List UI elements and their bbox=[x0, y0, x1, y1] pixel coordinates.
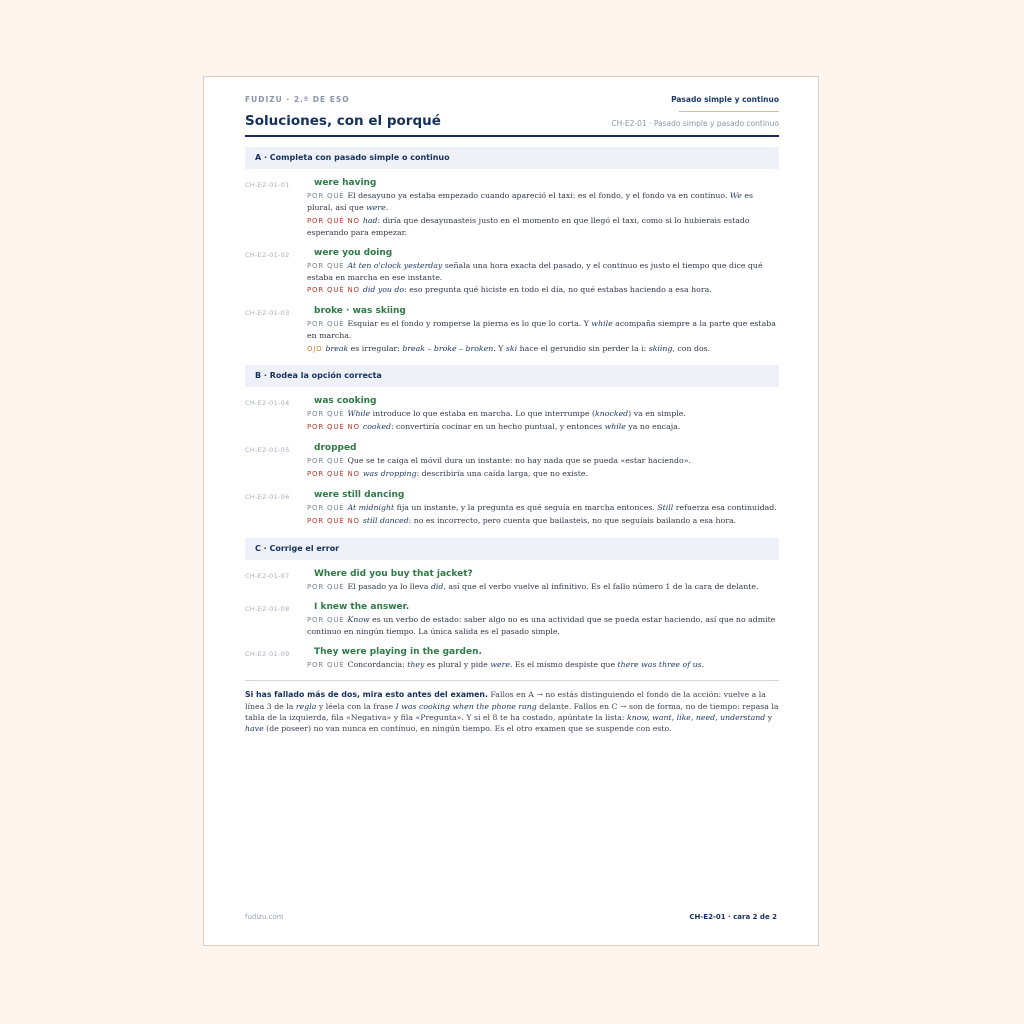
item-code: CH-E2-01-09 bbox=[245, 649, 290, 658]
body-text: es plural y pide bbox=[424, 659, 491, 669]
item-body bbox=[307, 396, 779, 434]
body-text: delante. Fallos en C → son de forma, no de tiempo: repasa la tabla de la izquierda, fila «Negativa» y fila «Pregunta». Y si el 8 te ha costado, apúntate la lista: bbox=[245, 701, 779, 722]
explanation-label: OJO bbox=[307, 344, 323, 353]
explanation-label: POR QUÉ bbox=[307, 503, 345, 512]
solution-item bbox=[245, 569, 779, 593]
body-text: . bbox=[385, 203, 389, 213]
explanation-label: POR QUÉ bbox=[307, 410, 345, 419]
emphasis-text: were bbox=[366, 203, 386, 213]
emphasis-text: break – broke – broken bbox=[402, 343, 494, 353]
body-text: (de poseer) no van nunca en continuo, en ningún tiempo. Es el otro examen que se suspende con esto. bbox=[263, 724, 672, 734]
body-text: . bbox=[701, 659, 705, 669]
solution-item bbox=[245, 443, 779, 481]
item-body bbox=[307, 443, 779, 481]
emphasis-text: At midnight bbox=[347, 502, 395, 512]
explanation-line bbox=[307, 502, 779, 514]
worksheet-code: CH-E2-01 · Pasado simple y pasado continuo bbox=[611, 119, 779, 128]
emphasis-text: knocked bbox=[595, 409, 629, 419]
item-code: CH-E2-01-01 bbox=[245, 181, 290, 189]
emphasis-text: still danced bbox=[362, 516, 409, 526]
body-text: fija un instante, y la pregunta es qué seguía en marcha entonces. bbox=[394, 502, 658, 512]
item-code: CH-E2-01-05 bbox=[245, 445, 290, 454]
item-answer: broke · was skiing bbox=[314, 305, 406, 316]
item-answer: was cooking bbox=[314, 396, 377, 407]
emphasis-text: while bbox=[604, 422, 626, 432]
explanation-line bbox=[307, 190, 779, 214]
explanation-label: POR QUÉ bbox=[307, 192, 345, 200]
item-answer: were still dancing bbox=[314, 489, 405, 500]
explanation-line bbox=[307, 421, 779, 433]
topic-label: Pasado simple y continuo bbox=[671, 95, 779, 104]
explanation-line bbox=[307, 408, 779, 420]
body-text: refuerza esa continuidad. bbox=[673, 502, 777, 512]
title-row bbox=[245, 113, 779, 135]
page-title: Soluciones, con el porqué bbox=[245, 113, 441, 129]
body-text: y bbox=[765, 712, 773, 722]
topic-underline bbox=[679, 111, 779, 112]
item-code: CH-E2-01-08 bbox=[245, 604, 290, 613]
footer-page: CH-E2-01 · cara 2 de 2 bbox=[689, 913, 777, 921]
footer-site: fudizu.com bbox=[245, 913, 284, 921]
body-text: es un verbo de estado: saber algo no es una actividad que se pueda estar haciendo, así que no admite continuo en ningún tiempo. La única salida es el pasado simple. bbox=[307, 614, 776, 637]
solution-item bbox=[245, 396, 779, 434]
worksheet-page bbox=[203, 76, 819, 946]
solution-item bbox=[245, 490, 779, 528]
item-body bbox=[307, 490, 779, 528]
body-text: señala una hora exacta del pasado, y el continuo es justo el tiempo que dice qué estaba en marcha en ese instante. bbox=[307, 260, 763, 283]
emphasis-text: know, want, like, need, understand bbox=[627, 712, 766, 722]
explanation-line bbox=[307, 318, 779, 342]
item-body bbox=[307, 569, 779, 593]
explanation-label: POR QUÉ NO bbox=[307, 470, 360, 479]
body-text: El pasado ya lo lleva bbox=[347, 581, 431, 591]
body-text: : convertiría cocinar en un hecho puntual, y entonces bbox=[390, 422, 605, 432]
explanation-label: POR QUÉ bbox=[307, 660, 345, 669]
solution-item bbox=[245, 248, 779, 297]
explanation-label: POR QUÉ bbox=[307, 261, 345, 270]
item-body bbox=[307, 602, 779, 638]
body-text: , así que el verbo vuelve al infinitivo. Es el fallo número 1 de la cara de delante. bbox=[443, 581, 759, 591]
section-title: C · Corrige el error bbox=[255, 543, 340, 553]
section-header bbox=[245, 147, 779, 169]
body-text: ya no encaja. bbox=[625, 422, 681, 432]
explanation-line bbox=[307, 260, 779, 284]
item-code: CH-E2-01-02 bbox=[245, 250, 290, 259]
emphasis-text: while bbox=[591, 318, 613, 328]
explanation-label: POR QUÉ bbox=[307, 582, 345, 591]
explanation-line bbox=[307, 515, 779, 527]
body-text: Que se te caiga el móvil dura un instante: no hay nada que se pueda «estar haciendo». bbox=[347, 455, 691, 465]
emphasis-text: skiing bbox=[648, 343, 673, 353]
emphasis-text: break bbox=[325, 343, 349, 353]
solution-item bbox=[245, 602, 779, 638]
emphasis-text: have bbox=[245, 724, 264, 734]
body-text: , con dos. bbox=[672, 343, 711, 353]
emphasis-text: had bbox=[362, 215, 378, 225]
explanation-line bbox=[307, 343, 779, 355]
study-note-lead: Si has fallado más de dos, mira esto antes del examen. bbox=[245, 690, 488, 700]
item-answer: dropped bbox=[314, 442, 357, 453]
solution-item bbox=[245, 306, 779, 355]
brand-label: FUDIZU · 2.º DE ESO bbox=[245, 95, 350, 104]
section-title: A · Completa con pasado simple o continuo bbox=[255, 153, 450, 162]
explanation-line bbox=[307, 455, 779, 467]
body-text: hace el gerundio sin perder la i: bbox=[517, 343, 649, 353]
emphasis-text: there was three of us bbox=[617, 659, 702, 669]
emphasis-text: Know bbox=[347, 614, 370, 624]
body-text: introduce lo que estaba en marcha. Lo que interrumpe ( bbox=[370, 409, 596, 419]
item-answer: were you doing bbox=[314, 247, 393, 258]
explanation-label: POR QUÉ bbox=[307, 319, 345, 328]
item-body bbox=[307, 178, 779, 239]
item-answer: They were playing in the garden. bbox=[314, 646, 482, 657]
body-text: : no es incorrecto, pero cuenta que bailasteis, no que seguíais bailando a esa hora. bbox=[408, 516, 737, 526]
emphasis-text: We bbox=[729, 191, 742, 200]
item-code: CH-E2-01-03 bbox=[245, 308, 290, 317]
top-header bbox=[245, 95, 779, 109]
body-text: y léela con la frase bbox=[316, 701, 396, 711]
item-code: CH-E2-01-04 bbox=[245, 399, 290, 408]
explanation-line bbox=[307, 468, 779, 480]
emphasis-text: was dropping bbox=[362, 469, 417, 479]
explanation-line bbox=[307, 659, 779, 671]
body-text: Esquiar es el fondo y romperse la pierna es lo que lo corta. Y bbox=[347, 318, 592, 328]
body-text: : describiría una caída larga, que no existe. bbox=[416, 469, 588, 479]
item-answer: Where did you buy that jacket? bbox=[314, 568, 473, 579]
body-text: : eso pregunta qué hiciste en todo el día, no qué estabas haciendo a esa hora. bbox=[404, 285, 712, 295]
explanation-label: POR QUÉ NO bbox=[307, 286, 360, 295]
emphasis-text: did bbox=[430, 581, 444, 591]
explanation-label: POR QUÉ NO bbox=[307, 517, 360, 526]
section-header bbox=[245, 538, 779, 560]
body-text: ) va en simple. bbox=[628, 409, 686, 419]
item-answer: I knew the answer. bbox=[314, 601, 410, 612]
explanation-line bbox=[307, 581, 779, 593]
explanation-label: POR QUÉ bbox=[307, 456, 345, 465]
body-text: es irregular: bbox=[348, 343, 403, 353]
emphasis-text: Still bbox=[657, 502, 674, 512]
body-text: . Y bbox=[493, 343, 506, 353]
emphasis-text: ski bbox=[505, 343, 518, 353]
explanation-label: POR QUÉ NO bbox=[307, 423, 360, 432]
item-answer: were having bbox=[314, 178, 377, 188]
title-divider bbox=[245, 135, 779, 137]
section-header bbox=[245, 365, 779, 387]
note-divider bbox=[245, 680, 779, 681]
emphasis-text: regla bbox=[295, 701, 317, 711]
solution-item bbox=[245, 178, 779, 239]
emphasis-text: cooked bbox=[362, 422, 391, 432]
study-note bbox=[245, 689, 779, 735]
body-text: . Es el mismo despiste que bbox=[509, 659, 618, 669]
explanation-label: POR QUÉ NO bbox=[307, 216, 360, 225]
item-body bbox=[307, 306, 779, 355]
item-body bbox=[307, 647, 779, 671]
body-text: acompaña siempre a la parte que estaba en marcha. bbox=[307, 318, 776, 341]
item-code: CH-E2-01-07 bbox=[245, 571, 290, 580]
emphasis-text: I was cooking when the phone rang bbox=[395, 701, 537, 711]
explanation-line bbox=[307, 614, 779, 638]
body-text: Fallos en A → no estás distinguiendo el fondo de la acción: vuelve a la línea 3 de la bbox=[245, 690, 766, 711]
item-body bbox=[307, 248, 779, 297]
emphasis-text: they bbox=[407, 659, 425, 669]
item-code: CH-E2-01-06 bbox=[245, 492, 290, 501]
emphasis-text: were bbox=[490, 659, 510, 669]
explanation-label: POR QUÉ bbox=[307, 615, 345, 624]
emphasis-text: While bbox=[347, 409, 371, 419]
body-text: : diría que desayunasteis justo en el momento en que llegó el taxi, como si lo hubierais estado esperando para empezar. bbox=[307, 215, 750, 238]
emphasis-text: At ten o'clock yesterday bbox=[347, 260, 443, 270]
emphasis-text: did you do bbox=[362, 285, 405, 295]
explanation-line bbox=[307, 215, 779, 239]
section-title: B · Rodea la opción correcta bbox=[255, 371, 382, 381]
page-content bbox=[245, 95, 779, 735]
explanation-line bbox=[307, 284, 779, 296]
body-text: El desayuno ya estaba empezado cuando apareció el taxi: es el fondo, y el fondo va en continuo. bbox=[347, 191, 730, 200]
solution-item bbox=[245, 647, 779, 671]
body-text: es plural, así que bbox=[307, 191, 754, 213]
solutions-list bbox=[245, 147, 779, 671]
body-text: Concordancia: bbox=[347, 659, 408, 669]
